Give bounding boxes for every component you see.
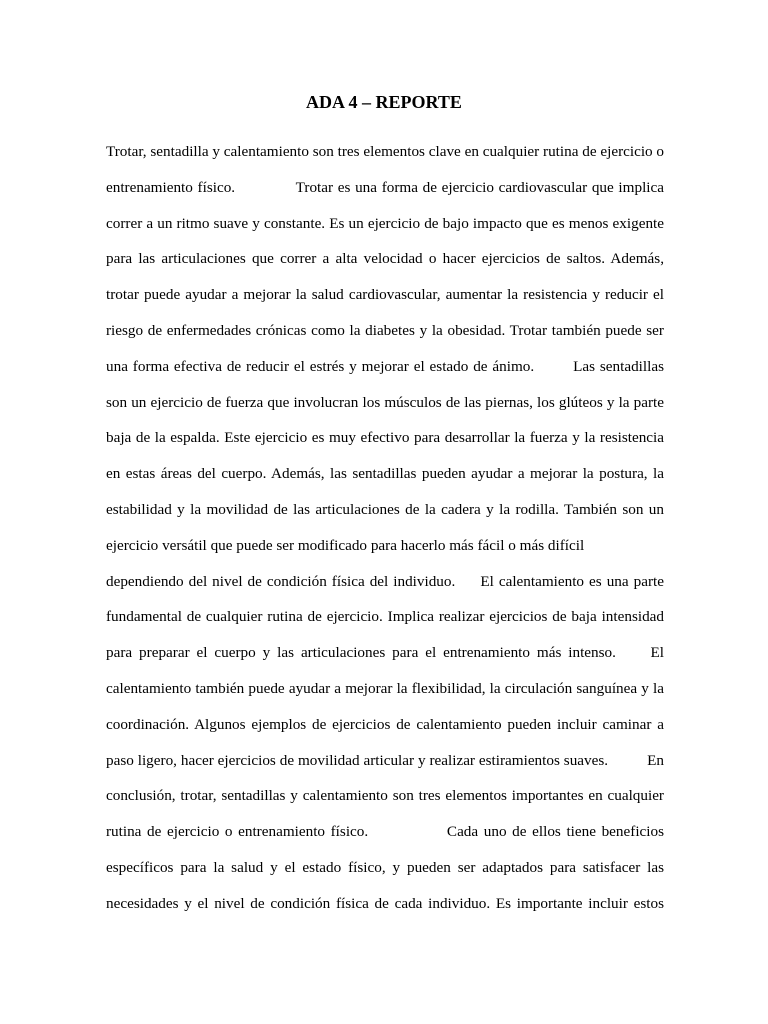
body-line: paso ligero, hacer ejercicios de movilidad articular y realizar estiramientos suaves. En: [106, 751, 664, 769]
body-line: entrenamiento físico. Trotar es una forma de ejercicio cardiovascular que implica: [106, 178, 664, 196]
document-body: [106, 140, 664, 928]
body-line: rutina de ejercicio o entrenamiento físico. Cada uno de ellos tiene beneficios: [106, 823, 664, 841]
body-line: una forma efectiva de reducir el estrés y mejorar el estado de ánimo. Las sentadillas: [106, 357, 664, 375]
body-line: estabilidad y la movilidad de las articulaciones de la cadera y la rodilla. También son un: [106, 500, 664, 518]
body-line: son un ejercicio de fuerza que involucran los músculos de las piernas, los glúteos y la parte: [106, 393, 664, 411]
body-line: específicos para la salud y el estado físico, y pueden ser adaptados para satisfacer las: [106, 858, 664, 876]
body-line: Trotar, sentadilla y calentamiento son tres elementos clave en cualquier rutina de ejercicio o: [106, 143, 664, 160]
body-line: coordinación. Algunos ejemplos de ejercicios de calentamiento pueden incluir caminar a: [106, 715, 664, 733]
body-line: baja de la espalda. Este ejercicio es muy efectivo para desarrollar la fuerza y la resistencia: [106, 429, 664, 447]
body-line: correr a un ritmo suave y constante. Es un ejercicio de bajo impacto que es menos exigente: [106, 214, 664, 232]
body-line: dependiendo del nivel de condición física del individuo. El calentamiento es una parte: [106, 572, 664, 590]
body-line: para preparar el cuerpo y las articulaciones para el entrenamiento más intenso. El: [106, 644, 664, 662]
body-line: necesidades y el nivel de condición física de cada individuo. Es importante incluir estos: [106, 894, 664, 912]
body-line: trotar puede ayudar a mejorar la salud cardiovascular, aumentar la resistencia y reducir el: [106, 286, 664, 304]
body-line: riesgo de enfermedades crónicas como la diabetes y la obesidad. Trotar también puede ser: [106, 321, 664, 339]
body-line: en estas áreas del cuerpo. Además, las sentadillas pueden ayudar a mejorar la postura, la: [106, 465, 664, 483]
body-line: fundamental de cualquier rutina de ejercicio. Implica realizar ejercicios de baja intensidad: [106, 608, 664, 626]
body-line: para las articulaciones que correr a alta velocidad o hacer ejercicios de saltos. Además,: [106, 250, 664, 268]
body-line: calentamiento también puede ayudar a mejorar la flexibilidad, la circulación sanguínea y la: [106, 679, 664, 697]
body-line: ejercicio versátil que puede ser modificado para hacerlo más fácil o más difícil: [106, 536, 585, 554]
document-title: ADA 4 – REPORTE: [306, 92, 462, 112]
body-line: conclusión, trotar, sentadillas y calentamiento son tres elementos importantes en cualquier: [106, 787, 664, 805]
